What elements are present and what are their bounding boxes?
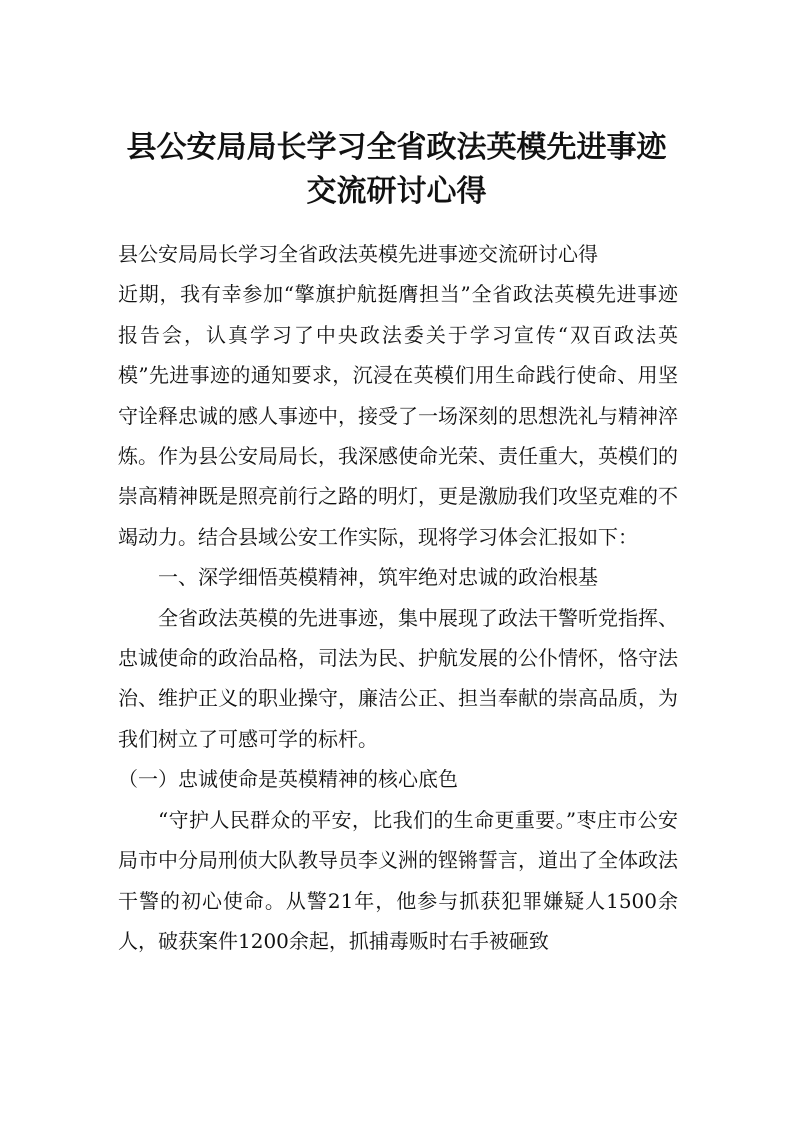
subtitle-paragraph: 县公安局局长学习全省政法英模先进事迹交流研讨心得 [118, 242, 598, 266]
body-paragraph: 全省政法英模的先进事迹，集中展现了政法干警听党指挥、忠诚使命的政治品格，司法为民、护航发展的公仆情怀，恪守法治、维护正义的职业操守，廉洁公正、担当奉献的崇高品质，为我们树立了可感可学的标杆。 [118, 605, 678, 751]
subsection-heading: （一）忠诚使命是英模精神的核心底色 [118, 767, 458, 792]
body-paragraph: “守护人民群众的平安，比我们的生命更重要。”枣庄市公安局市中分局刑侦大队教导员李义洲的铿锵誓言，道出了全体政法干警的初心使命。从警21年，他参与抓获犯罪嫌疑人1500余人，破获案件1200余起，抓捕毒贩时右手被砸致 [118, 807, 678, 953]
intro-paragraph: 近期，我有幸参加“擎旗护航挺膺担当”全省政法英模先进事迹报告会，认真学习了中央政法委关于学习宣传“双百政法英模”先进事迹的通知要求，沉浸在英模们用生命践行使命、用坚守诠释忠诚的感人事迹中，接受了一场深刻的思想洗礼与精神淬炼。作为县公安局局长，我深感使命光荣、责任重大，英模们的崇高精神既是照亮前行之路的明灯，更是激励我们攻坚克难的不竭动力。结合县域公安工作实际，现将学习体会汇报如下： [118, 282, 678, 549]
document-title-line-2: 交流研讨心得 [306, 174, 487, 209]
document-body [118, 234, 678, 961]
document-title-line-1: 县公安局局长学习全省政法英模先进事迹 [126, 130, 667, 165]
section-heading: 一、深学细悟英模精神，筑牢绝对忠诚的政治根基 [158, 565, 598, 590]
